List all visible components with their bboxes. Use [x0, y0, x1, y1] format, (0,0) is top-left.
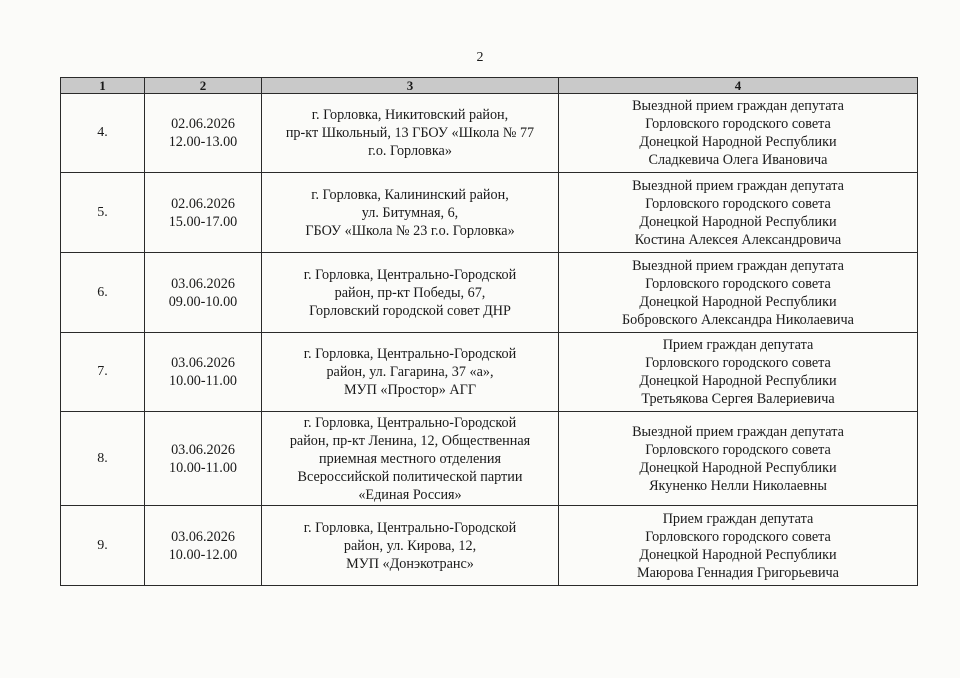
table-row	[61, 94, 918, 173]
place-line: Горловский городской совет ДНР	[309, 302, 511, 319]
event-time: 12.00-13.00	[168, 134, 238, 150]
deputy-name: Третьякова Сергея Валериевича	[641, 391, 835, 407]
deputy-name: Сладкевича Олега Ивановича	[648, 152, 828, 168]
event-line: Выездной прием граждан депутата	[632, 98, 844, 114]
row-number: 6.	[61, 253, 145, 333]
place-line: г. Горловка, Никитовский район,	[311, 107, 509, 123]
event-line: Донецкой Народной Республики	[639, 293, 837, 310]
event-cell	[559, 253, 918, 333]
place-line: МУП «Донэкотранс»	[346, 555, 474, 572]
place-cell	[262, 506, 559, 586]
date-time-cell	[145, 333, 262, 412]
event-line: Донецкой Народной Республики	[639, 546, 837, 563]
event-line: Донецкой Народной Республики	[639, 459, 837, 476]
event-line: Горловского городского совета	[645, 116, 831, 132]
event-line: Донецкой Народной Республики	[639, 373, 837, 389]
event-line: Донецкой Народной Республики	[639, 213, 837, 230]
place-cell	[262, 333, 559, 412]
row-number: 7.	[61, 333, 145, 412]
place-line: район, ул. Гагарина, 37 «а»,	[326, 364, 494, 380]
page-number: 2	[476, 50, 484, 65]
place-line: г.о. Горловка»	[368, 143, 452, 159]
event-date: 02.06.2026	[171, 116, 235, 132]
place-line: ул. Битумная, 6,	[361, 204, 459, 221]
event-cell	[559, 94, 918, 173]
event-line: Выездной прием граждан депутата	[632, 257, 844, 274]
event-date: 03.06.2026	[171, 528, 235, 545]
date-time-cell	[145, 94, 262, 173]
event-time: 09.00-10.00	[168, 293, 238, 310]
date-time-cell	[145, 506, 262, 586]
place-line: г. Горловка, Центрально-Городской	[303, 346, 517, 362]
event-line: Донецкой Народной Республики	[639, 134, 837, 150]
event-cell	[559, 412, 918, 506]
place-line: г. Горловка, Центрально-Городской	[303, 519, 517, 536]
deputy-name: Якуненко Нелли Николаевны	[649, 477, 827, 494]
place-cell	[262, 412, 559, 506]
date-time-cell	[145, 253, 262, 333]
place-line: МУП «Простор» АГГ	[343, 382, 477, 398]
row-number: 9.	[61, 506, 145, 586]
place-cell	[262, 173, 559, 253]
header-cell-2: 2	[145, 78, 262, 94]
place-line: «Единая Россия»	[358, 486, 462, 503]
table-row	[61, 173, 918, 253]
event-line: Выездной прием граждан депутата	[632, 423, 844, 440]
event-time: 10.00-11.00	[168, 373, 238, 389]
event-date: 03.06.2026	[171, 441, 235, 458]
deputy-name: Бобровского Александра Николаевича	[622, 311, 854, 328]
event-line: Прием граждан депутата	[662, 510, 814, 527]
table-row	[61, 412, 918, 506]
event-cell	[559, 333, 918, 412]
event-line: Выездной прием граждан депутата	[632, 177, 844, 194]
place-line: ГБОУ «Школа № 23 г.о. Горловка»	[305, 222, 515, 239]
header-cell-3: 3	[262, 78, 559, 94]
date-time-cell	[145, 173, 262, 253]
event-line: Горловского городского совета	[645, 355, 831, 371]
event-line: Горловского городского совета	[645, 275, 831, 292]
event-cell	[559, 506, 918, 586]
place-line: район, пр-кт Победы, 67,	[334, 284, 486, 301]
place-line: г. Горловка, Центрально-Городской	[303, 414, 517, 431]
event-cell	[559, 173, 918, 253]
header-cell-1: 1	[61, 78, 145, 94]
event-line: Горловского городского совета	[645, 528, 831, 545]
event-line: Горловского городского совета	[645, 441, 831, 458]
place-line: район, пр-кт Ленина, 12, Общественная	[289, 432, 531, 449]
event-line: Прием граждан депутата	[662, 337, 814, 353]
table-row	[61, 253, 918, 333]
date-time-cell	[145, 412, 262, 506]
deputy-name: Костина Алексея Александровича	[634, 231, 842, 248]
table-row	[61, 333, 918, 412]
place-cell	[262, 94, 559, 173]
row-number: 5.	[61, 173, 145, 253]
event-time: 15.00-17.00	[168, 213, 238, 230]
row-number: 8.	[61, 412, 145, 506]
place-line: Всероссийской политической партии	[297, 468, 523, 485]
place-line: г. Горловка, Центрально-Городской	[303, 266, 517, 283]
event-time: 10.00-11.00	[168, 459, 238, 476]
place-line: приемная местного отделения	[319, 450, 501, 467]
event-time: 10.00-12.00	[168, 546, 238, 563]
header-cell-4: 4	[559, 78, 918, 94]
place-line: пр-кт Школьный, 13 ГБОУ «Школа № 77	[285, 125, 535, 141]
deputy-name: Маюрова Геннадия Григорьевича	[637, 564, 839, 581]
schedule-table	[60, 77, 918, 586]
event-date: 03.06.2026	[171, 355, 235, 371]
place-line: район, ул. Кирова, 12,	[343, 537, 477, 554]
place-line: г. Горловка, Калининский район,	[311, 186, 509, 203]
place-cell	[262, 253, 559, 333]
table-row	[61, 506, 918, 586]
event-line: Горловского городского совета	[645, 195, 831, 212]
header-row	[61, 78, 918, 94]
event-date: 03.06.2026	[171, 275, 235, 292]
event-date: 02.06.2026	[171, 195, 235, 212]
row-number: 4.	[61, 94, 145, 173]
